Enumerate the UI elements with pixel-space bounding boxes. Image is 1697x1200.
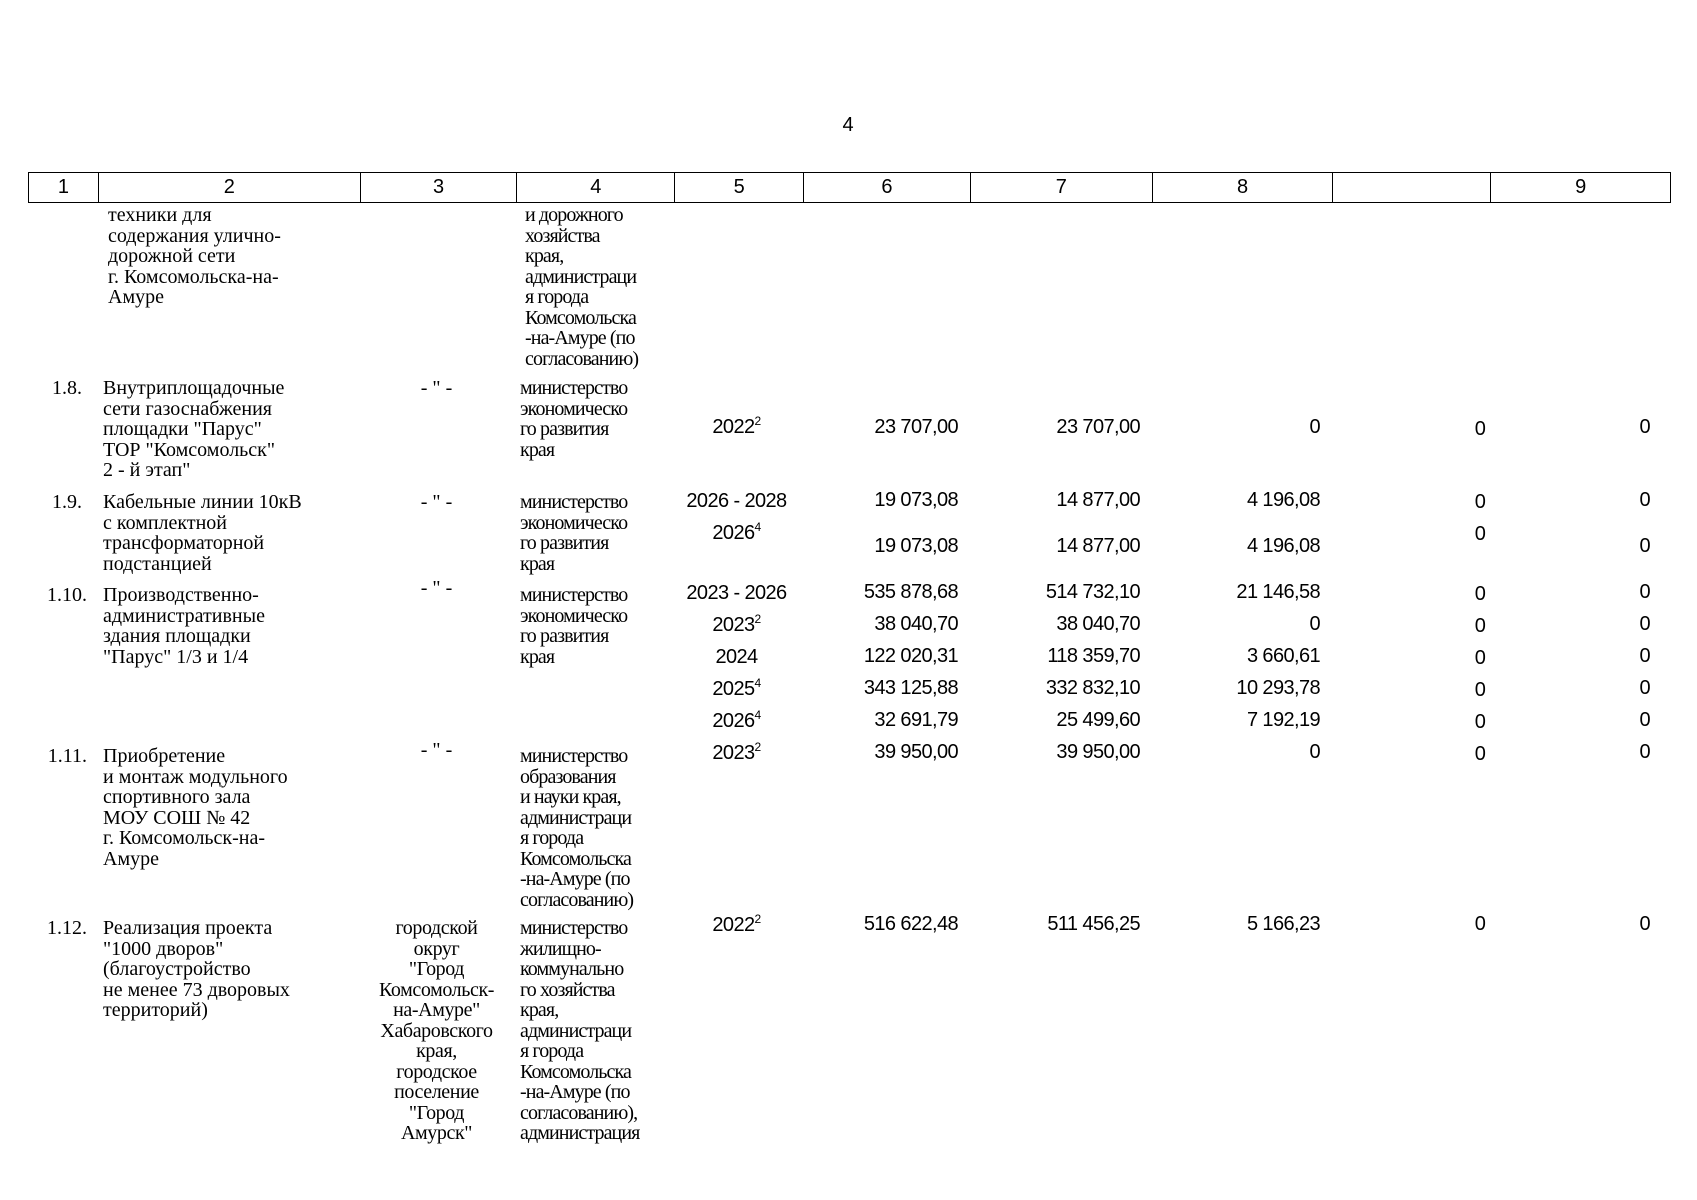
row-col-extra: 0 — [1474, 583, 1486, 605]
row-col8: 3 660,61 — [1246, 645, 1320, 667]
row-executor: министерство экономическо го развития края — [520, 491, 628, 575]
row-col9: 0 — [1639, 913, 1650, 935]
row-col7: 332 832,10 — [1045, 677, 1140, 699]
row-executor: министерство экономическо го развития края — [520, 377, 628, 461]
row-col9: 0 — [1639, 416, 1650, 438]
header-col-blank — [1333, 173, 1491, 202]
row-col-extra: 0 — [1474, 647, 1486, 669]
row-territory: - " - — [420, 377, 453, 399]
row-col7: 514 732,10 — [1045, 581, 1140, 603]
row-col8: 7 192,19 — [1246, 709, 1320, 731]
row-total: 19 073,08 — [874, 489, 958, 511]
row-col9: 0 — [1639, 489, 1650, 511]
row-col8: 0 — [1309, 613, 1320, 635]
row-col8: 5 166,23 — [1246, 913, 1320, 935]
row-number: 1.11. — [47, 745, 87, 767]
row-number: 1.9. — [52, 491, 82, 513]
row-year: 2026$^4$ — [712, 520, 761, 544]
row-col7: 14 877,00 — [1056, 535, 1140, 557]
header-col-7: 7 — [971, 173, 1153, 202]
row-col7: 118 359,70 — [1047, 645, 1140, 667]
row-col9: 0 — [1639, 709, 1650, 731]
header-col-8: 8 — [1153, 173, 1334, 202]
row-col-extra: 0 — [1474, 679, 1486, 701]
row-col8: 21 146,58 — [1236, 581, 1320, 603]
row-year: 2025$^4$ — [712, 676, 761, 700]
row-year: 2026$^4$ — [712, 708, 761, 732]
row-total: 32 691,79 — [874, 709, 958, 731]
row-executor: министерство образования и науки края, администраци я города Комсомольска -на-Амуре (по согласованию) — [520, 745, 634, 911]
row-name: Производственно- административные здания площадки "Парус" 1/3 и 1/4 — [103, 584, 265, 668]
row-territory: городской округ "Город Комсомольск- на-Амуре" Хабаровского края, городское поселение "Город Амурск" — [378, 917, 495, 1144]
row-year: 2023 - 2026 — [686, 582, 787, 604]
row-executor: министерство экономическо го развития края — [520, 584, 628, 668]
header-col-4: 4 — [517, 173, 675, 202]
row-col9: 0 — [1639, 613, 1650, 635]
row-name: Кабельные линии 10кВ с комплектной трансформаторной подстанцией — [103, 491, 302, 575]
row-total: 39 950,00 — [874, 741, 958, 763]
row-col7: 511 456,25 — [1047, 913, 1140, 935]
page-number: 4 — [842, 114, 854, 136]
table-header-row — [28, 172, 1671, 203]
row-number: 1.12. — [47, 917, 87, 939]
row-name: Внутриплощадочные сети газоснабжения площадки "Парус" ТОР "Комсомольск" 2 - й этап" — [103, 377, 285, 481]
header-col-3: 3 — [361, 173, 518, 202]
row-col7: 39 950,00 — [1056, 741, 1140, 763]
row-col8: 4 196,08 — [1246, 489, 1320, 511]
row-name: Приобретение и монтаж модульного спортивного зала МОУ СОШ № 42 г. Комсомольск-на- Амуре — [103, 745, 288, 870]
row-col7: 14 877,00 — [1056, 489, 1140, 511]
row-year: 2026 - 2028 — [686, 490, 787, 512]
row-col-extra: 0 — [1474, 711, 1486, 733]
row-col9: 0 — [1639, 581, 1650, 603]
row-territory: - " - — [420, 577, 453, 599]
row-number: 1.8. — [52, 377, 82, 399]
header-col-6: 6 — [804, 173, 971, 202]
row-col8: 0 — [1309, 741, 1320, 763]
row-col-extra: 0 — [1474, 743, 1486, 765]
row-col-extra: 0 — [1474, 615, 1486, 637]
row-total: 19 073,08 — [874, 535, 958, 557]
row-col7: 38 040,70 — [1056, 613, 1140, 635]
row-total: 122 020,31 — [863, 645, 958, 667]
row-col9: 0 — [1639, 535, 1650, 557]
row-executor: министерство жилищно- коммунально го хозяйства края, администраци я города Комсомольска -на-Амуре (по согласованию), администрация — [520, 917, 640, 1144]
row-col-extra: 0 — [1474, 523, 1486, 545]
row-territory: - " - — [420, 739, 453, 761]
row-col9: 0 — [1639, 741, 1650, 763]
row-col8: 4 196,08 — [1246, 535, 1320, 557]
header-col-2: 2 — [99, 173, 361, 202]
row-col-extra: 0 — [1474, 418, 1486, 440]
row-col9: 0 — [1639, 677, 1650, 699]
row-total: 535 878,68 — [863, 581, 958, 603]
row-total: 516 622,48 — [863, 913, 958, 935]
row-year: 2024 — [715, 646, 758, 668]
row-territory: - " - — [420, 491, 453, 513]
row-col7: 23 707,00 — [1056, 416, 1140, 438]
header-col-5: 5 — [675, 173, 804, 202]
row-col9: 0 — [1639, 645, 1650, 667]
row-col8: 10 293,78 — [1236, 677, 1320, 699]
continued-name-cell: техники для содержания улично- дорожной сети г. Комсомольска-на- Амуре — [108, 204, 281, 308]
row-total: 38 040,70 — [874, 613, 958, 635]
row-year: 2023$^2$ — [712, 612, 761, 636]
row-col7: 25 499,60 — [1056, 709, 1140, 731]
row-total: 343 125,88 — [863, 677, 958, 699]
row-name: Реализация проекта "1000 дворов" (благоустройство не менее 73 дворовых территорий) — [103, 917, 290, 1021]
row-col-extra: 0 — [1474, 913, 1486, 935]
header-col-1: 1 — [29, 173, 99, 202]
row-total: 23 707,00 — [874, 416, 958, 438]
row-col-extra: 0 — [1474, 491, 1486, 513]
header-col-9: 9 — [1575, 176, 1587, 198]
row-number: 1.10. — [47, 584, 87, 606]
row-col8: 0 — [1309, 416, 1320, 438]
row-year: 2023$^2$ — [712, 740, 761, 764]
continued-executor-cell: и дорожного хозяйства края, администраци я города Комсомольска -на-Амуре (по согласованию) — [525, 204, 639, 370]
row-year: 2022$^2$ — [712, 414, 761, 438]
row-year: 2022$^2$ — [712, 912, 761, 936]
